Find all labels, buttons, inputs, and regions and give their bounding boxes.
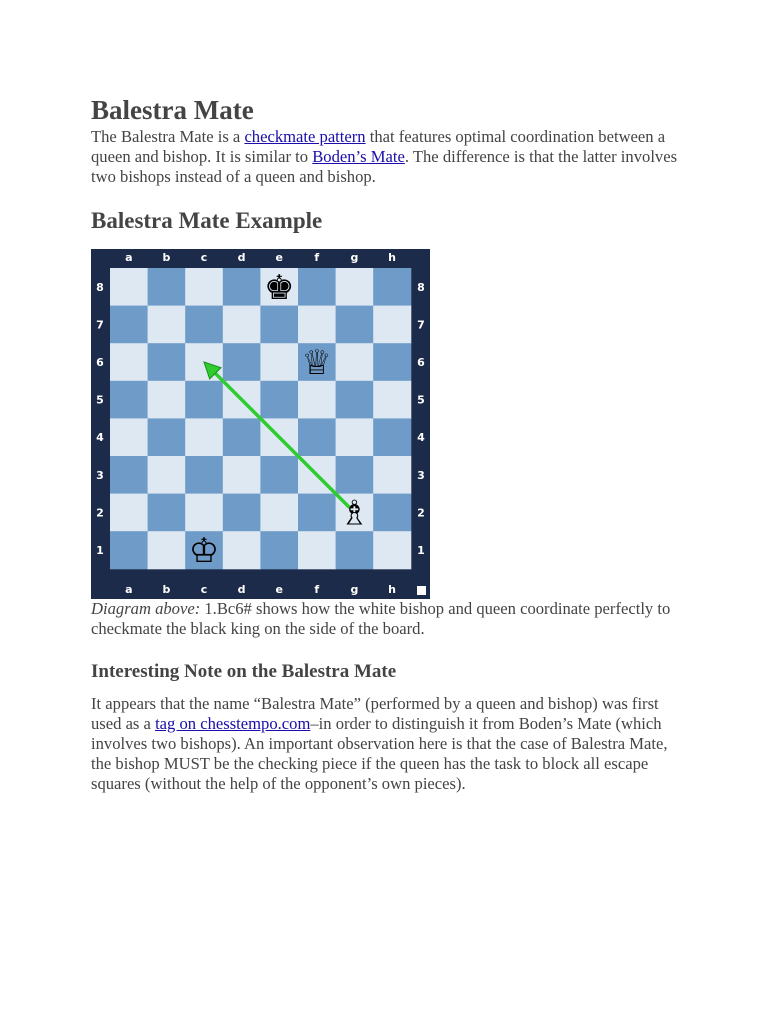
rank-label-right: 2 [417, 506, 425, 520]
square-b8 [148, 268, 186, 306]
file-label-bottom: g [350, 583, 359, 596]
intro-text-1: The Balestra Mate is a [91, 127, 245, 146]
square-e1 [260, 531, 298, 569]
file-label-top: b [162, 251, 171, 264]
page-title: Balestra Mate [91, 95, 254, 125]
square-b7 [148, 306, 186, 344]
rank-label-right: 6 [417, 356, 425, 369]
example-heading: Balestra Mate Example [91, 208, 323, 233]
square-h2 [373, 494, 411, 532]
white-queen-icon: ♕ [301, 343, 333, 383]
file-label-bottom: d [237, 583, 246, 596]
file-label-bottom: e [275, 583, 283, 596]
chesstempo-tag-link[interactable]: tag on chesstempo.com [155, 714, 311, 733]
rank-label-left: 6 [96, 356, 104, 369]
file-label-top: g [350, 251, 359, 264]
square-d7 [223, 306, 261, 344]
rank-label-right: 1 [417, 544, 425, 557]
bodens-mate-link[interactable]: Boden’s Mate [312, 147, 405, 166]
rank-label-left: 2 [96, 506, 104, 520]
file-label-bottom: f [314, 583, 320, 596]
square-a7 [110, 306, 148, 344]
rank-label-left: 8 [96, 280, 104, 294]
rank-label-left: 7 [96, 318, 104, 332]
white-king-icon: ♔ [188, 531, 220, 571]
white-bishop-icon: ♗ [339, 493, 370, 534]
square-d1 [223, 531, 261, 569]
square-e3 [260, 456, 298, 494]
square-e6 [260, 343, 298, 381]
file-label-top: d [237, 251, 246, 264]
file-label-top: h [388, 251, 396, 264]
square-b3 [148, 456, 186, 494]
square-c2 [185, 494, 223, 532]
caption-text: 1.Bc6# shows how the white bishop and queen coordinate perfectly to checkmate the black king on the side of the board. [91, 599, 671, 638]
intro-paragraph [91, 127, 681, 187]
square-e2 [260, 494, 298, 532]
chess-board [91, 249, 430, 599]
checkmate-pattern-link[interactable]: checkmate pattern [244, 127, 366, 146]
square-a4 [110, 418, 148, 456]
rank-label-left: 5 [96, 393, 104, 407]
file-label-top: a [125, 251, 133, 264]
square-h7 [373, 306, 411, 344]
square-b2 [148, 494, 186, 532]
rank-label-left: 1 [96, 544, 104, 557]
square-g7 [336, 306, 374, 344]
square-d4 [223, 418, 261, 456]
file-label-bottom: a [125, 583, 133, 596]
intro-text-3: . The difference is that the latter involves two bishops instead of a queen and bishop. [91, 147, 678, 186]
note-paragraph [91, 694, 681, 794]
intro-text-2: that features optimal coordination between a queen and bishop. It is similar to [91, 127, 666, 166]
square-e7 [260, 306, 298, 344]
square-d6 [223, 343, 261, 381]
square-f8 [298, 268, 336, 306]
square-a1 [110, 531, 148, 569]
square-a6 [110, 343, 148, 381]
rank-label-right: 8 [417, 280, 425, 294]
square-g4 [336, 418, 374, 456]
rank-label-left: 4 [96, 431, 104, 445]
file-label-top: f [314, 251, 320, 264]
square-c8 [185, 268, 223, 306]
note-text-2: –in order to distinguish it from Boden’s Mate (which involves two bishops). An important observation here is that the case of Balestra Mate, the bishop MUST be the checking piece if the queen has the task to block all escape squares (without the help of the opponent’s own pieces). [91, 714, 668, 793]
file-label-bottom: c [200, 583, 208, 596]
square-c7 [185, 306, 223, 344]
square-a3 [110, 456, 148, 494]
square-h4 [373, 418, 411, 456]
square-c4 [185, 418, 223, 456]
square-a8 [110, 268, 148, 306]
square-h6 [373, 343, 411, 381]
chess-diagram [91, 249, 430, 599]
square-a2 [110, 494, 148, 532]
square-f2 [298, 494, 336, 532]
note-text-1: It appears that the name “Balestra Mate” (performed by a queen and bishop) was first used as a [91, 694, 659, 733]
square-b5 [148, 381, 186, 419]
square-d2 [223, 494, 261, 532]
article [91, 93, 681, 794]
rank-label-right: 4 [417, 431, 425, 445]
black-king-icon: ♚ [263, 267, 295, 308]
side-to-move-marker [417, 586, 426, 595]
note-heading: Interesting Note on the Balestra Mate [91, 661, 397, 682]
square-d3 [223, 456, 261, 494]
square-d8 [223, 268, 261, 306]
square-g1 [336, 531, 374, 569]
square-e5 [260, 381, 298, 419]
rank-label-left: 3 [96, 468, 104, 482]
file-label-top: c [200, 251, 208, 264]
square-b4 [148, 418, 186, 456]
square-g6 [336, 343, 374, 381]
file-label-top: e [275, 251, 283, 264]
square-h8 [373, 268, 411, 306]
square-g3 [336, 456, 374, 494]
square-g5 [336, 381, 374, 419]
square-h1 [373, 531, 411, 569]
file-label-bottom: b [162, 583, 171, 596]
square-h3 [373, 456, 411, 494]
rank-label-right: 3 [417, 468, 425, 482]
caption-label: Diagram above: [91, 599, 201, 618]
square-f7 [298, 306, 336, 344]
square-f5 [298, 381, 336, 419]
square-f4 [298, 418, 336, 456]
rank-label-right: 7 [417, 318, 425, 332]
file-label-bottom: h [388, 583, 396, 596]
square-b1 [148, 531, 186, 569]
square-g8 [336, 268, 374, 306]
square-b6 [148, 343, 186, 381]
square-a5 [110, 381, 148, 419]
square-f1 [298, 531, 336, 569]
rank-label-right: 5 [417, 393, 425, 407]
square-c5 [185, 381, 223, 419]
diagram-caption [91, 599, 681, 639]
square-c3 [185, 456, 223, 494]
square-h5 [373, 381, 411, 419]
